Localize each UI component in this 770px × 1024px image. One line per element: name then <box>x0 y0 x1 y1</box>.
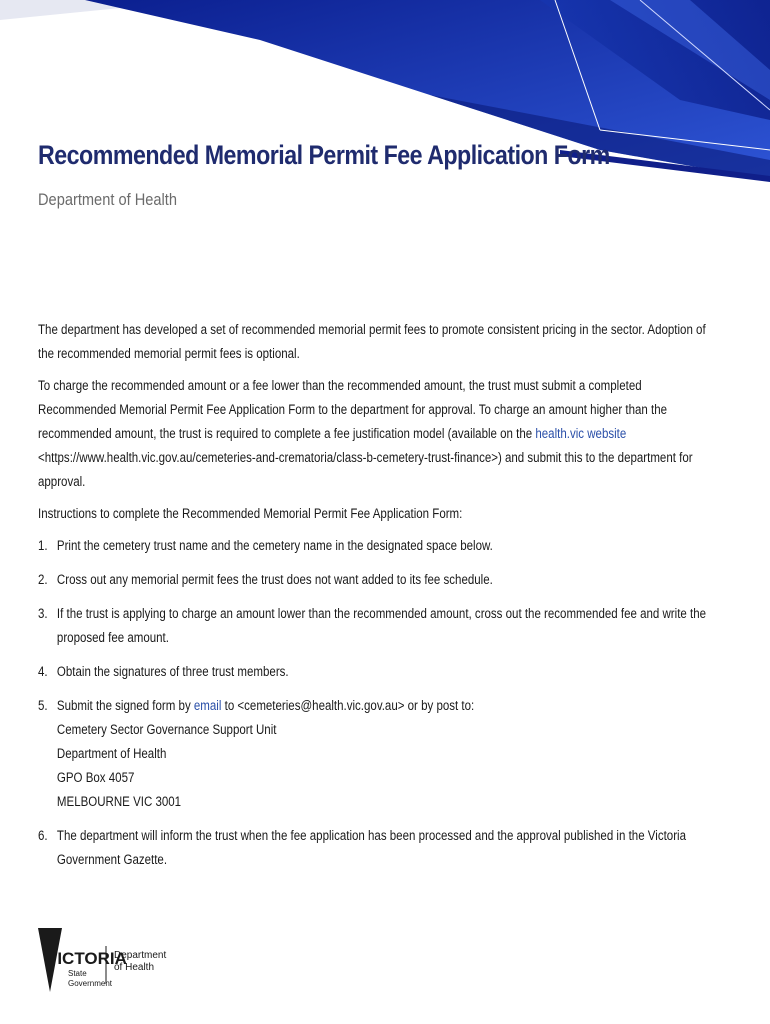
list-item <box>38 694 717 814</box>
address-line: Cemetery Sector Governance Support Unit <box>56 722 277 737</box>
step-text: Cross out any memorial permit fees the trust does not want added to its fee schedule. <box>56 572 493 587</box>
step-number: 3. <box>38 606 48 621</box>
instructions-heading: Instructions to complete the Recommended Memorial Permit Fee Application Form: <box>38 506 463 521</box>
step-text-b: to <cemeteries@health.vic.gov.au> or by post to: <box>221 698 475 713</box>
step-text: Print the cemetery trust name and the cemetery name in the designated space below. <box>56 538 493 553</box>
health-vic-website-link[interactable]: health.vic website <box>535 426 627 441</box>
list-item <box>38 824 717 872</box>
list-item <box>38 568 717 592</box>
victoria-government-logo <box>38 926 178 996</box>
document-body <box>38 318 717 882</box>
step-number: 4. <box>38 664 48 679</box>
email-link[interactable]: email <box>193 698 222 713</box>
address-line: MELBOURNE VIC 3001 <box>56 794 182 809</box>
step-number: 6. <box>38 828 48 843</box>
list-item <box>38 660 717 684</box>
logo-government: Government <box>68 979 113 988</box>
intro-paragraph-2 <box>38 374 717 494</box>
logo-word: VICTORIA <box>46 949 127 968</box>
step-text: The department will inform the trust when the fee application has been processed and the approval published in the Victoria Government Gazette. <box>56 828 686 867</box>
step-text: If the trust is applying to charge an amount lower than the recommended amount, cross out the recommended fee and write the proposed fee amount. <box>56 606 707 645</box>
intro-p2-text-a: To charge the recommended amount or a fee lower than the recommended amount, the trust must submit a completed Recommended Memorial Permit Fee Application Form to the department for approval. To charge an amount higher than the recommended amount, the trust is required to complete a fee justification model (available on the <box>38 378 668 441</box>
list-item <box>38 602 717 650</box>
page-title: Recommended Memorial Permit Fee Application Form <box>38 140 610 170</box>
intro-paragraph-1: The department has developed a set of recommended memorial permit fees to promote consistent pricing in the sector. Adoption of the recommended memorial permit fees is optional. <box>38 322 706 361</box>
intro-p2-text-b: <https://www.health.vic.gov.au/cemeteries-and-crematoria/class-b-cemetery-trust-finance>) and submit this to the department for approval. <box>38 450 693 489</box>
logo-state: State <box>68 969 87 978</box>
step-number: 1. <box>38 538 48 553</box>
step-text-a: Submit the signed form by <box>56 698 194 713</box>
step-number: 5. <box>38 698 48 713</box>
step-text: Obtain the signatures of three trust members. <box>56 664 289 679</box>
list-item <box>38 534 717 558</box>
logo-of-health: of Health <box>114 962 155 973</box>
step-number: 2. <box>38 572 48 587</box>
logo-department: Department <box>114 950 167 961</box>
instructions-list <box>38 534 717 872</box>
page-subtitle: Department of Health <box>38 190 177 209</box>
address-line: Department of Health <box>56 746 167 761</box>
address-line: GPO Box 4057 <box>56 770 135 785</box>
